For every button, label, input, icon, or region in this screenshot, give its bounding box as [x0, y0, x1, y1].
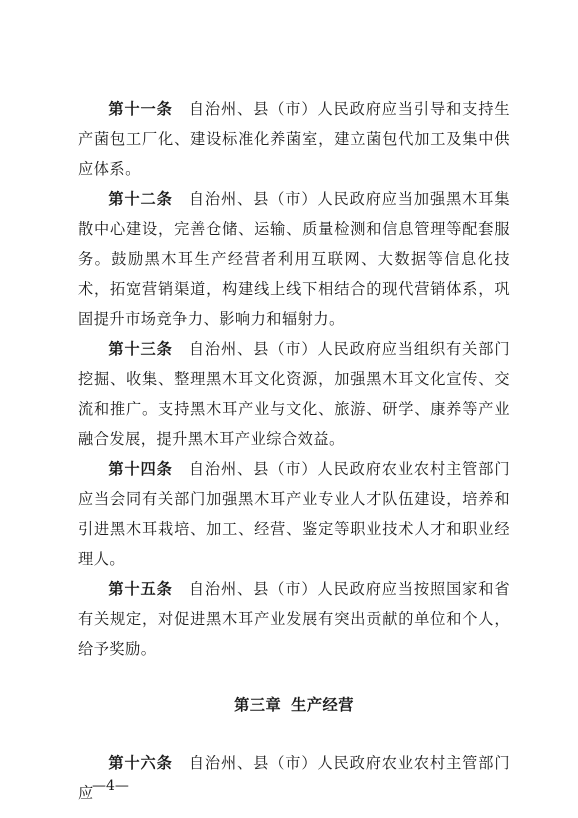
article-16 [78, 748, 510, 808]
chapter-heading [78, 690, 510, 720]
article-text: 自治州、县（市）人民政府应当引导和支持生产菌包工厂化、建设标准化养菌室，建立菌包代加工及集中供应体系。 [78, 100, 511, 178]
article-text: 自治州、县（市）人民政府农业农村主管部门应当会同有关部门加强黑木耳产业专业人才队伍建设，培养和引进黑木耳栽培、加工、经营、鉴定等职业技术人才和职业经理人。 [78, 460, 511, 568]
article-number: 第十一条 [108, 100, 173, 118]
article-15 [78, 574, 510, 664]
article-text: 自治州、县（市）人民政府农业农村主管部门应 [78, 754, 511, 802]
page-number: —4— [92, 778, 129, 794]
document-body [78, 94, 510, 808]
chapter-title: 生产经营 [291, 696, 354, 714]
article-text: 自治州、县（市）人民政府应当按照国家和省有关规定，对促进黑木耳产业发展有突出贡献的单位和个人，给予奖励。 [78, 580, 511, 658]
article-number: 第十二条 [108, 190, 173, 208]
article-number: 第十三条 [108, 340, 173, 358]
article-number: 第十四条 [108, 460, 173, 478]
article-text: 自治州、县（市）人民政府应当组织有关部门挖掘、收集、整理黑木耳文化资源，加强黑木耳文化宣传、交流和推广。支持黑木耳产业与文化、旅游、研学、康养等产业融合发展，提升黑木耳产业综合效益。 [78, 340, 511, 448]
article-number: 第十五条 [108, 580, 173, 598]
article-12 [78, 184, 510, 334]
article-11 [78, 94, 510, 184]
article-14 [78, 454, 510, 574]
article-text: 自治州、县（市）人民政府应当加强黑木耳集散中心建设，完善仓储、运输、质量检测和信息管理等配套服务。鼓励黑木耳生产经营者利用互联网、大数据等信息化技术，拓宽营销渠道，构建线上线下相结合的现代营销体系，巩固提升市场竞争力、影响力和辐射力。 [78, 190, 511, 328]
article-13 [78, 334, 510, 454]
article-number: 第十六条 [108, 754, 173, 772]
chapter-number: 第三章 [234, 696, 282, 714]
